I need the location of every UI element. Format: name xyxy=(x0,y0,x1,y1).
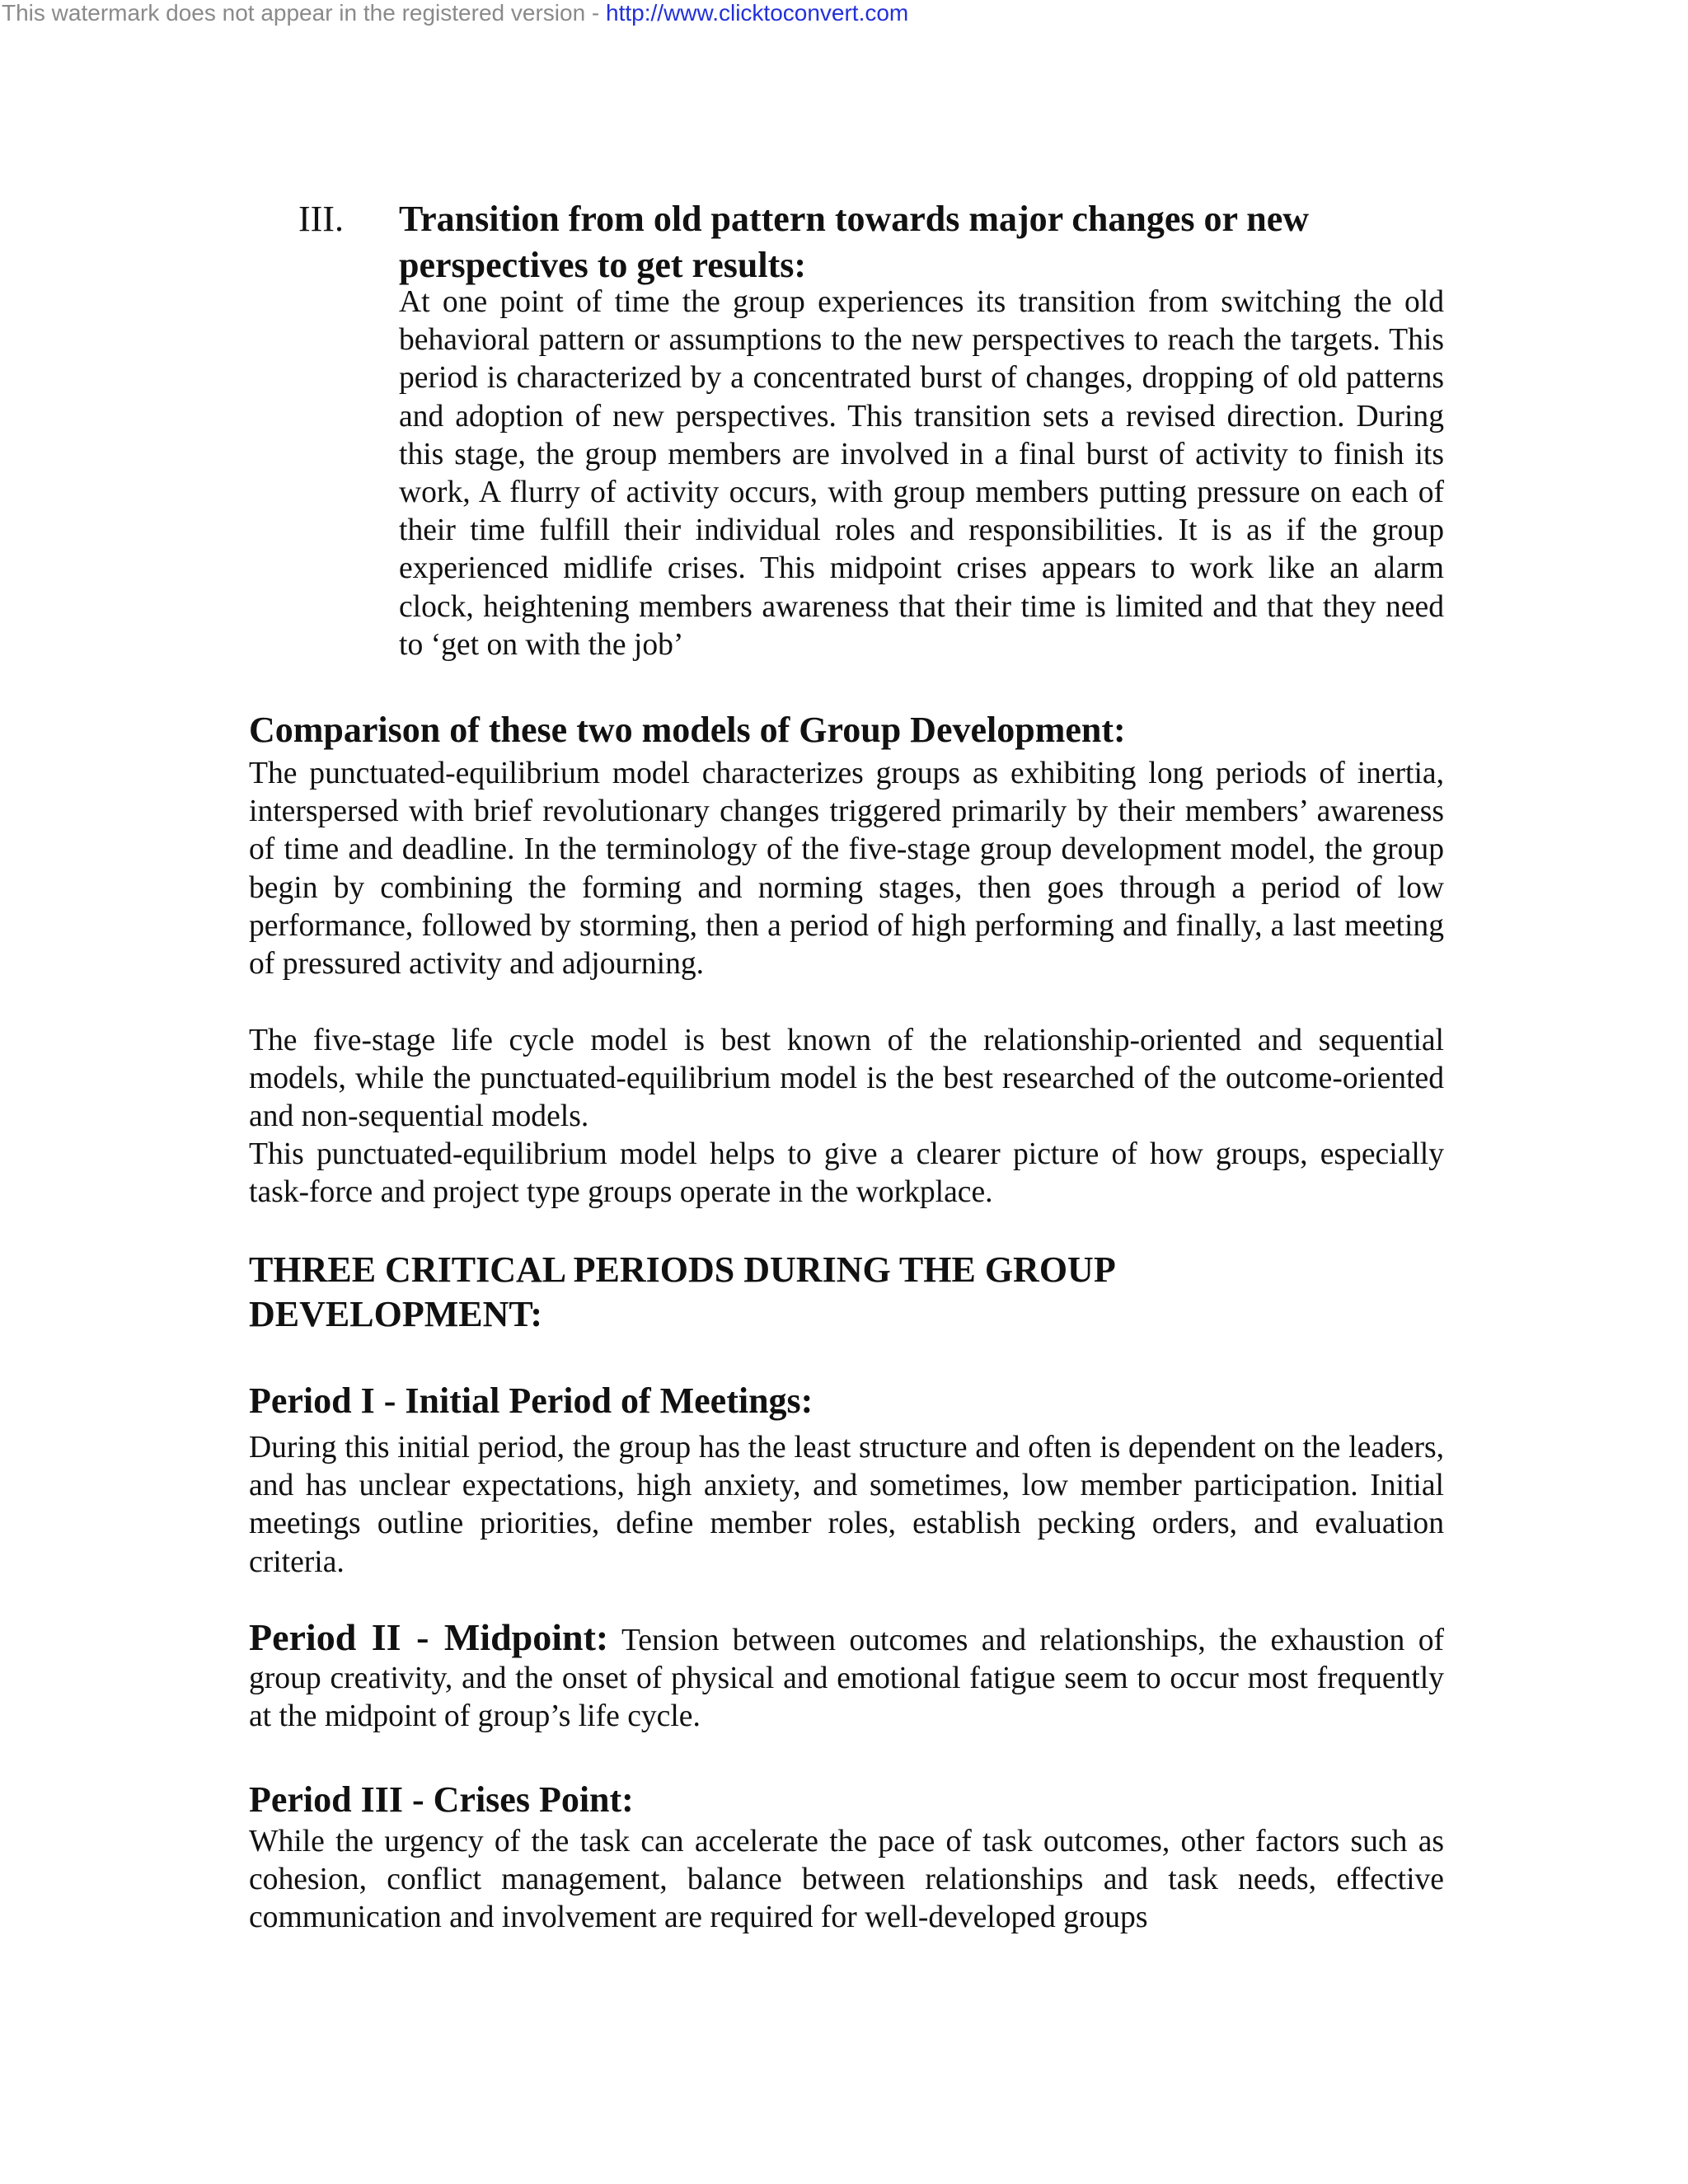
period-2-heading: Period II - Midpoint: xyxy=(249,1616,609,1658)
watermark-text: This watermark does not appear in the registered version - xyxy=(2,0,607,26)
section-paragraph: At one point of time the group experiences its transition from switching the old behavioral pattern or assumptions to the new perspectives to reach the targets. This period is characterized by a concentrated burst of changes, dropping of old patterns and adoption of new perspectives. This transition sets a revised direction. During this stage, the group members are involved in a final burst of activity to finish its work, A flurry of activity occurs, with group members putting pressure on each of their time fulfill their individual roles and responsibilities. It is as if the group experienced midlife crises. This midpoint crises appears to work like an alarm clock, heightening members awareness that their time is limited and that they need to ‘get on with the job’ xyxy=(399,285,1444,662)
watermark xyxy=(2,0,908,26)
section-numeral: III. xyxy=(298,199,344,239)
period-1-heading: Period I - Initial Period of Meetings: xyxy=(249,1380,814,1421)
comparison-paragraph-3: This punctuated-equilibrium model helps to give a clearer picture of how groups, especially task-force and project type groups operate in the workplace. xyxy=(249,1137,1444,1210)
section-heading: Transition from old pattern towards major changes or new perspectives to get results: xyxy=(399,199,1310,285)
period-3-paragraph: While the urgency of the task can accelerate the pace of task outcomes, other factors such as cohesion, conflict management, balance between relationships and task needs, effective communication and involvement are required for well-developed groups xyxy=(249,1825,1444,1935)
period-2-text: Tension between outcomes and relationships, the exhaustion of group creativity, and the onset of physical and emotional fatigue seem to occur most frequently at the midpoint of group’s life cycle. xyxy=(249,1624,1444,1734)
comparison-heading: Comparison of these two models of Group Development: xyxy=(249,710,1126,750)
comparison-paragraph-1: The punctuated-equilibrium model characterizes groups as exhibiting long periods of inertia, interspersed with brief revolutionary changes triggered primarily by their members’ awareness of time and deadline. In the terminology of the five-stage group development model, the group begin by combining the forming and norming stages, then goes through a period of low performance, followed by storming, then a period of high performing and finally, a last meeting of pressured activity and adjourning. xyxy=(249,757,1444,982)
critical-periods-heading: THREE CRITICAL PERIODS DURING THE GROUP DEVELOPMENT: xyxy=(249,1249,1114,1334)
period-3-heading: Period III - Crises Point: xyxy=(249,1779,634,1820)
comparison-paragraph-2: The five-stage life cycle model is best known of the relationship-oriented and sequential models, while the punctuated-equilibrium model is the best researched of the outcome-oriented and non-sequential models. xyxy=(249,1024,1444,1134)
watermark-link[interactable]: http://www.clicktoconvert.com xyxy=(606,0,909,26)
period-1-paragraph: During this initial period, the group has the least structure and often is dependent on the leaders, and has unclear expectations, high anxiety, and sometimes, low member participation. Initial meetings outline priorities, define member roles, establish pecking orders, and evaluation criteria. xyxy=(249,1431,1444,1579)
period-2-paragraph xyxy=(249,1616,1444,1736)
